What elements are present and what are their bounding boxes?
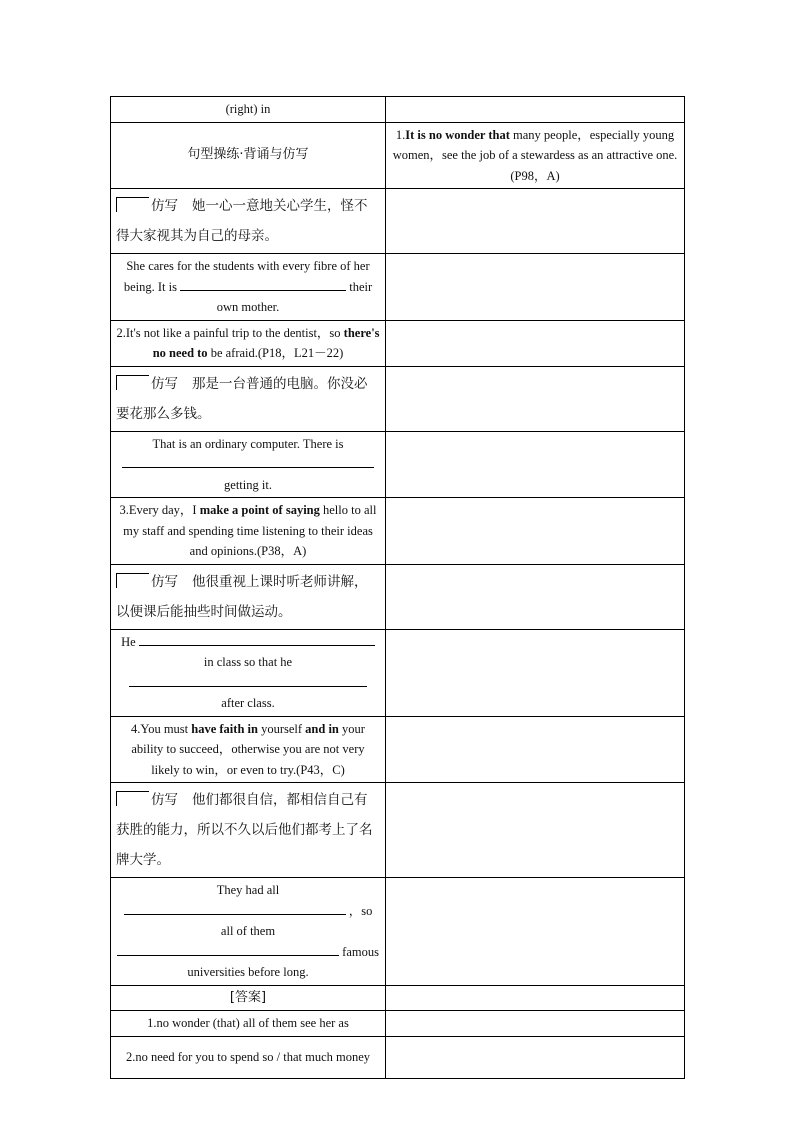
table-row: [111, 189, 685, 254]
table-row: [111, 431, 685, 498]
empty-cell: [386, 254, 685, 321]
table-row: [111, 985, 685, 1011]
key-phrase: and in: [305, 721, 339, 736]
key-phrase: there's no need to: [152, 325, 380, 360]
key-phrase: It is no wonder that: [405, 127, 510, 142]
table-row: [111, 716, 685, 783]
sentence-text: 2.It's not like a painful trip to the dentist，so: [116, 325, 341, 340]
chinese-sentence: 那是一台普通的电脑。你没必要花那么多钱。: [116, 375, 368, 422]
answer-header: [答案]: [111, 985, 386, 1011]
empty-cell: [386, 431, 685, 498]
example-sentence-4: [111, 716, 386, 783]
imitation-prompt-2: [111, 366, 386, 431]
table-row: [111, 366, 685, 431]
imitation-tag: 仿写: [151, 573, 178, 590]
empty-cell: [386, 189, 685, 254]
sentence-text: after class.: [221, 696, 275, 710]
imitation-tag: 仿写: [151, 198, 178, 214]
empty-cell: [386, 97, 685, 123]
sentence-text: famous universities before long.: [187, 944, 379, 979]
table-row: [111, 320, 685, 366]
sentence-text: She cares for the students with every fibre of her being. It is: [123, 259, 370, 294]
empty-cell: [386, 498, 685, 565]
bracket-mark: [116, 375, 149, 390]
table-row: [111, 564, 685, 629]
cell: (right) in: [111, 97, 386, 123]
empty-cell: [386, 320, 685, 366]
empty-cell: [386, 564, 685, 629]
example-sentence-3: [111, 498, 386, 565]
sentence-text: ，so all of them: [220, 903, 373, 938]
imitation-prompt-3: [111, 564, 386, 629]
answer-1: 1.no wonder (that) all of them see her as: [111, 1011, 386, 1037]
empty-cell: [386, 629, 685, 716]
answer-blank[interactable]: [124, 902, 346, 915]
sentence-text: 3.Every day，I: [119, 503, 200, 517]
table-row: [111, 1011, 685, 1037]
table-row: [111, 498, 685, 565]
answer-blank[interactable]: [129, 674, 367, 687]
answer-blank[interactable]: [139, 633, 375, 646]
table-row: [111, 122, 685, 189]
exercise-table: [110, 96, 685, 1079]
sentence-text: That is an ordinary computer. There is: [152, 436, 344, 451]
bracket-mark: [116, 791, 149, 806]
sentence-text: hello to all my staff and spending time listening to their ideas and opinions.(P38，A): [123, 503, 377, 558]
sentence-text: your ability to succeed，otherwise you are not very likely to win，or even to try.(P43，C): [131, 721, 365, 777]
answer-blank[interactable]: [180, 278, 346, 291]
imitation-tag: 仿写: [151, 375, 178, 392]
chinese-sentence: 他很重视上课时听老师讲解，以便课后能抽些时间做运动。: [116, 573, 368, 620]
empty-cell: [386, 366, 685, 431]
empty-cell: [386, 985, 685, 1011]
table-row: [111, 97, 685, 123]
empty-cell: [386, 1036, 685, 1078]
section-title: 句型操练·背诵与仿写: [111, 122, 386, 189]
bracket-mark: [116, 197, 149, 212]
empty-cell: [386, 716, 685, 783]
answer-2: 2.no need for you to spend so / that much money: [111, 1036, 386, 1078]
table-row: [111, 878, 685, 986]
imitation-tag: 仿写: [151, 792, 178, 808]
sentence-text: yourself: [257, 721, 306, 736]
sentence-text: many people，especially young women，see the job of a stewardess as an attractive one.(P98，A): [392, 127, 678, 183]
example-sentence-1: [386, 122, 685, 189]
table-row: [111, 629, 685, 716]
sentence-text: be afraid.(P18，L21－22): [207, 346, 344, 360]
sentence-text: in class so that he: [203, 655, 293, 669]
fill-in-4: [111, 878, 386, 986]
key-phrase: make a point of saying: [199, 503, 320, 517]
fill-in-2: [111, 431, 386, 498]
sentence-number: 1.: [395, 127, 406, 142]
sentence-text: They had all: [216, 883, 280, 897]
empty-cell: [386, 878, 685, 986]
chinese-sentence: 他们都很自信，都相信自己有获胜的能力，所以不久以后他们都考上了名牌大学。: [116, 792, 373, 868]
sentence-text: 4.You must: [131, 721, 192, 736]
example-sentence-2: [111, 320, 386, 366]
fill-in-1: [111, 254, 386, 321]
key-phrase: have faith in: [191, 721, 258, 736]
table-row: [111, 1036, 685, 1078]
bracket-mark: [116, 573, 149, 588]
sentence-text: getting it.: [224, 477, 272, 492]
fill-in-3: [111, 629, 386, 716]
table-row: [111, 254, 685, 321]
imitation-prompt-1: [111, 189, 386, 254]
sentence-text: their own mother.: [216, 279, 373, 314]
answer-blank[interactable]: [117, 943, 339, 956]
imitation-prompt-4: [111, 783, 386, 878]
empty-cell: [386, 783, 685, 878]
table-row: [111, 783, 685, 878]
empty-cell: [386, 1011, 685, 1037]
chinese-sentence: 她一心一意地关心学生，怪不得大家视其为自己的母亲。: [116, 198, 368, 244]
answer-blank[interactable]: [122, 455, 374, 468]
sentence-text: He: [121, 634, 136, 649]
